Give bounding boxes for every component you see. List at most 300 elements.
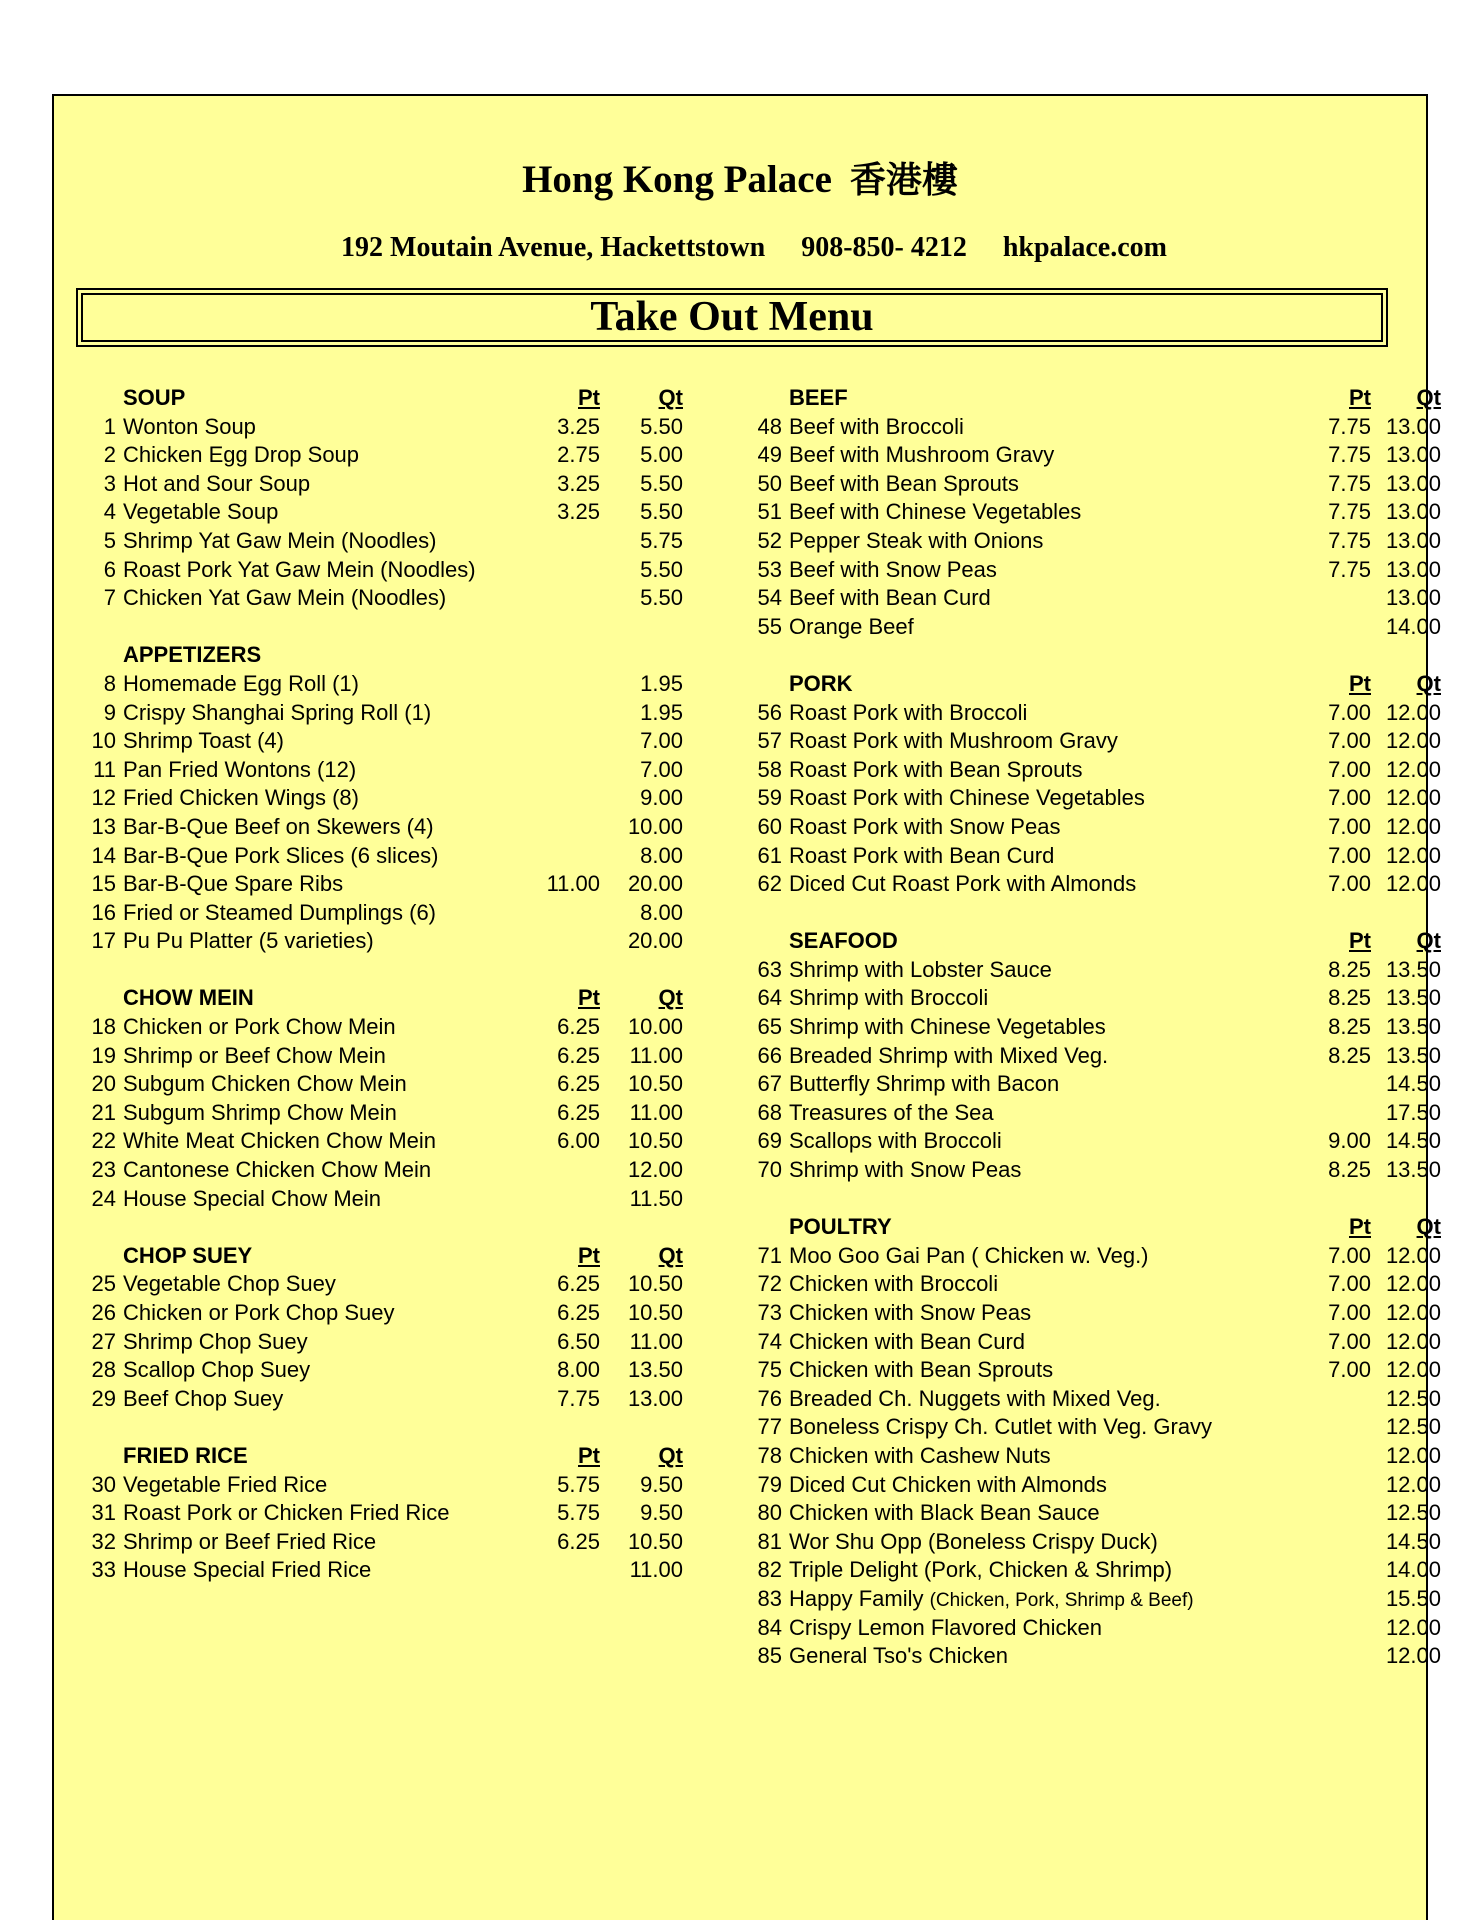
- menu-item: [746, 1356, 1441, 1385]
- menu-item: [80, 1356, 708, 1385]
- item-name-text: Roast Pork with Snow Peas: [789, 813, 1061, 839]
- item-name: [789, 1642, 1008, 1671]
- item-name-text: Vegetable Fried Rice: [123, 1471, 328, 1497]
- item-quart-price: 12.00: [1385, 1442, 1441, 1468]
- item-name: [123, 927, 374, 956]
- item-name: [123, 527, 436, 556]
- menu-item: [80, 1528, 708, 1557]
- item-pint-price: 7.00: [1328, 1242, 1371, 1268]
- item-pint-price: 8.25: [1328, 956, 1371, 982]
- item-name: [789, 842, 1054, 871]
- item-quart-price: 12.00: [1385, 1328, 1441, 1354]
- item-pint-price: 8.25: [1328, 1014, 1371, 1040]
- section-header: [746, 927, 1441, 956]
- item-name-text: Crispy Shanghai Spring Roll (1): [123, 699, 432, 725]
- section-gap: [746, 899, 1390, 928]
- item-number: 48: [757, 413, 782, 439]
- item-name-text: Diced Cut Chicken with Almonds: [789, 1471, 1107, 1497]
- item-number: 16: [91, 899, 116, 925]
- item-pint-price: 2.75: [557, 442, 600, 468]
- item-pint-price: 5.75: [557, 1471, 600, 1497]
- menu-item: [746, 1499, 1441, 1528]
- item-number: 31: [91, 1500, 116, 1526]
- menu-item: [746, 1013, 1441, 1042]
- item-quart-price: 13.50: [1385, 956, 1441, 982]
- item-quart-price: 15.50: [1385, 1585, 1441, 1611]
- section-header: [80, 641, 708, 670]
- item-pint-price: 3.25: [557, 470, 600, 496]
- item-name: [789, 584, 991, 613]
- menu-item: [80, 699, 708, 728]
- item-name: [789, 1499, 1100, 1528]
- menu-item: [80, 870, 708, 899]
- menu-item: [746, 1413, 1441, 1442]
- item-quart-price: 12.00: [1385, 842, 1441, 868]
- menu-item: [746, 1442, 1441, 1471]
- item-name-text: Chicken Yat Gaw Mein (Noodles): [123, 585, 447, 611]
- menu-item: [80, 1499, 708, 1528]
- item-number: 52: [757, 527, 782, 553]
- item-number: 28: [91, 1357, 116, 1383]
- item-number: 4: [103, 499, 116, 525]
- item-number: 9: [103, 699, 116, 725]
- item-name: [123, 1556, 371, 1585]
- item-name-text: Pu Pu Platter (5 varieties): [123, 928, 374, 954]
- menu-item: [80, 556, 708, 585]
- item-pint-price: 6.25: [557, 1300, 600, 1325]
- quart-column-header: Qt: [658, 1442, 683, 1468]
- item-name-text: Shrimp with Broccoli: [789, 985, 989, 1011]
- menu-item: [746, 1070, 1441, 1099]
- item-number: 83: [757, 1585, 782, 1611]
- item-quart-price: 12.00: [1385, 756, 1441, 782]
- menu-item: [80, 413, 708, 442]
- item-quart-price: 11.00: [629, 1557, 683, 1583]
- item-name: [789, 1356, 1053, 1385]
- item-quart-price: 11.00: [629, 1042, 683, 1068]
- item-name-text: Hot and Sour Soup: [123, 470, 311, 496]
- item-pint-price: 7.00: [1328, 1357, 1371, 1383]
- item-name-text: Subgum Chicken Chow Mein: [123, 1071, 407, 1097]
- menu-item: [80, 1270, 708, 1299]
- section-title: CHOP SUEY: [123, 1242, 253, 1268]
- item-name-text: Chicken with Bean Sprouts: [789, 1357, 1054, 1383]
- item-number: 29: [91, 1385, 116, 1411]
- item-quart-price: 12.00: [1385, 1271, 1441, 1297]
- item-pint-price: 7.00: [1328, 1300, 1371, 1325]
- section-header: [80, 984, 708, 1013]
- section-title: CHOW MEIN: [123, 985, 254, 1011]
- item-quart-price: 10.50: [627, 1300, 683, 1325]
- menu-item: [746, 1127, 1441, 1156]
- item-pint-price: 6.00: [557, 1128, 600, 1154]
- item-name: [789, 1270, 998, 1299]
- item-name-text: Fried or Steamed Dumplings (6): [123, 899, 437, 925]
- item-number: 64: [757, 985, 782, 1011]
- menu-item: [80, 1328, 708, 1357]
- section-header: [746, 670, 1441, 699]
- menu-item: [746, 1099, 1441, 1128]
- menu-item: [746, 470, 1441, 499]
- item-name-text: Shrimp Yat Gaw Mein (Noodles): [123, 527, 437, 553]
- item-quart-price: 12.00: [1385, 1242, 1441, 1268]
- item-pint-price: 7.00: [1328, 785, 1371, 811]
- contact-line: [54, 200, 1426, 296]
- item-number: 26: [91, 1300, 116, 1325]
- item-number: 7: [103, 585, 116, 611]
- item-pint-price: 3.25: [557, 499, 600, 525]
- item-name: [789, 1099, 994, 1128]
- item-quart-price: 10.50: [627, 1128, 683, 1154]
- item-quart-price: 11.00: [629, 1099, 683, 1125]
- item-name: [789, 1127, 1002, 1156]
- section-gap: [746, 641, 1390, 670]
- item-name-text: Happy Family: [789, 1585, 924, 1611]
- item-name: [123, 670, 359, 699]
- item-name-text: Shrimp with Lobster Sauce: [789, 956, 1052, 982]
- item-pint-price: 8.00: [557, 1357, 600, 1383]
- item-name: [789, 1528, 1158, 1557]
- restaurant-name: Hong Kong Palace: [522, 158, 832, 201]
- item-number: 1: [103, 413, 116, 439]
- item-name-text: Roast Pork or Chicken Fried Rice: [123, 1500, 450, 1526]
- item-number: 55: [757, 613, 782, 639]
- item-number: 32: [91, 1528, 116, 1554]
- item-number: 15: [91, 871, 116, 897]
- section-header: [746, 384, 1441, 413]
- menu-item: [80, 927, 708, 956]
- quart-column-header: Qt: [658, 985, 683, 1011]
- item-number: 70: [757, 1157, 782, 1183]
- menu-item: [746, 842, 1441, 871]
- item-number: 74: [757, 1328, 782, 1354]
- item-number: 2: [103, 442, 116, 468]
- item-quart-price: 13.00: [627, 1385, 683, 1411]
- item-quart-price: 12.00: [1385, 1300, 1441, 1325]
- item-pint-price: 6.25: [557, 1271, 600, 1297]
- restaurant-chinese-name: 香港樓: [849, 160, 958, 201]
- item-name-text: Beef with Snow Peas: [789, 556, 997, 582]
- item-quart-price: 12.50: [1385, 1385, 1441, 1411]
- item-name-text: Pepper Steak with Onions: [789, 527, 1044, 553]
- item-name-text: Butterfly Shrimp with Bacon: [789, 1071, 1060, 1097]
- item-quart-price: 12.00: [1385, 1357, 1441, 1383]
- item-name: [789, 1328, 1025, 1357]
- item-name: [789, 413, 964, 442]
- quart-column-header: Qt: [658, 385, 683, 410]
- item-quart-price: 13.50: [1385, 1014, 1441, 1040]
- item-name: [789, 1013, 1106, 1042]
- menu-item: [746, 1471, 1441, 1500]
- item-quart-price: 9.00: [640, 785, 683, 811]
- item-quart-price: 11.50: [629, 1185, 683, 1211]
- item-number: 67: [757, 1071, 782, 1097]
- item-number: 73: [757, 1300, 782, 1325]
- item-pint-price: 7.75: [1328, 556, 1371, 582]
- item-name-text: Shrimp with Snow Peas: [789, 1157, 1022, 1183]
- item-quart-price: 14.00: [1385, 613, 1441, 639]
- item-name-text: Chicken or Pork Chow Mein: [123, 1014, 396, 1040]
- menu-item: [746, 727, 1441, 756]
- item-name: [789, 1156, 1021, 1185]
- item-name-text: Bar-B-Que Beef on Skewers (4): [123, 813, 434, 839]
- item-name-text: Beef with Chinese Vegetables: [789, 499, 1082, 525]
- item-name-text: Shrimp Chop Suey: [123, 1328, 308, 1354]
- item-name: [123, 1099, 397, 1128]
- item-name: [123, 1471, 327, 1500]
- item-pint-price: 7.75: [1328, 442, 1371, 468]
- item-name-text: Homemade Egg Roll (1): [123, 670, 359, 696]
- item-name-text: Vegetable Soup: [123, 499, 279, 525]
- item-quart-price: 12.00: [1385, 871, 1441, 897]
- item-number: 10: [91, 728, 116, 754]
- section-title: PORK: [789, 670, 853, 696]
- item-quart-price: 12.00: [1385, 699, 1441, 725]
- item-pint-price: 7.75: [557, 1385, 600, 1411]
- item-number: 72: [757, 1271, 782, 1297]
- menu-item: [80, 1385, 708, 1414]
- item-name: [789, 870, 1136, 899]
- item-name: [123, 699, 431, 728]
- item-name-text: Shrimp or Beef Chow Mein: [123, 1042, 386, 1068]
- restaurant-title: [54, 152, 1426, 203]
- section-gap: [80, 613, 708, 642]
- item-pint-price: 6.25: [557, 1528, 600, 1554]
- item-name-text: White Meat Chicken Chow Mein: [123, 1128, 437, 1154]
- menu-item: [746, 1299, 1441, 1328]
- item-pint-price: 6.25: [557, 1099, 600, 1125]
- item-name-text: Beef with Mushroom Gravy: [789, 442, 1055, 468]
- menu-page: [52, 94, 1441, 1920]
- item-name-text: House Special Chow Mein: [123, 1185, 382, 1211]
- item-quart-price: 13.50: [627, 1357, 683, 1383]
- item-number: 49: [757, 442, 782, 468]
- item-quart-price: 10.50: [627, 1271, 683, 1297]
- item-name: [123, 441, 359, 470]
- item-pint-price: 8.25: [1328, 1042, 1371, 1068]
- item-name-text: Beef with Broccoli: [789, 413, 964, 439]
- item-quart-price: 13.50: [1385, 1157, 1441, 1183]
- item-pint-price: 5.75: [557, 1500, 600, 1526]
- item-name: [789, 527, 1043, 556]
- item-name-text: Roast Pork with Bean Curd: [789, 842, 1055, 868]
- quart-column-header: Qt: [1416, 670, 1441, 696]
- item-number: 11: [93, 756, 116, 782]
- menu-item: [80, 1156, 708, 1185]
- menu-item: [80, 527, 708, 556]
- item-name-text: Shrimp with Chinese Vegetables: [789, 1014, 1106, 1040]
- item-name: [123, 1185, 381, 1214]
- item-quart-price: 1.95: [640, 699, 683, 725]
- menu-item: [746, 1042, 1441, 1071]
- item-name: [123, 1528, 376, 1557]
- item-number: 14: [91, 842, 116, 868]
- item-pint-price: 7.75: [1328, 413, 1371, 439]
- menu-item: [80, 756, 708, 785]
- menu-item: [746, 784, 1441, 813]
- item-quart-price: 13.50: [1385, 985, 1441, 1011]
- item-name: [789, 1070, 1059, 1099]
- menu-item: [746, 613, 1441, 642]
- item-name-text: Treasures of the Sea: [789, 1099, 994, 1125]
- item-number: 82: [757, 1557, 782, 1583]
- pint-column-header: Pt: [578, 1242, 600, 1268]
- item-quart-price: 5.00: [640, 442, 683, 468]
- item-number: 84: [757, 1614, 782, 1640]
- item-name: [789, 699, 1027, 728]
- item-name-text: Orange Beef: [789, 613, 914, 639]
- address: 192 Moutain Avenue, Hackettstown: [341, 232, 766, 263]
- item-name: [789, 1471, 1107, 1500]
- item-name-text: Boneless Crispy Ch. Cutlet with Veg. Gravy: [789, 1414, 1213, 1440]
- item-name-text: Roast Pork Yat Gaw Mein (Noodles): [123, 556, 476, 582]
- pint-column-header: Pt: [1349, 670, 1371, 696]
- item-number: 81: [757, 1528, 782, 1554]
- item-quart-price: 12.00: [1385, 1643, 1441, 1669]
- item-pint-price: 7.00: [1328, 1271, 1371, 1297]
- item-name-text: Roast Pork with Mushroom Gravy: [789, 728, 1118, 754]
- item-quart-price: 10.00: [627, 813, 683, 839]
- item-name-text: Cantonese Chicken Chow Mein: [123, 1157, 432, 1183]
- item-number: 58: [757, 756, 782, 782]
- item-name-text: Chicken with Cashew Nuts: [789, 1442, 1051, 1468]
- item-name: [123, 1127, 436, 1156]
- item-number: 59: [757, 785, 782, 811]
- pint-column-header: Pt: [578, 385, 600, 410]
- item-number: 3: [103, 470, 116, 496]
- item-name: [123, 899, 436, 928]
- item-number: 13: [91, 813, 116, 839]
- item-quart-price: 12.00: [1385, 1614, 1441, 1640]
- item-name-text: Beef with Bean Curd: [789, 585, 991, 611]
- item-number: 19: [91, 1042, 116, 1068]
- item-number: 20: [91, 1071, 116, 1097]
- item-name-text: Moo Goo Gai Pan ( Chicken w. Veg.): [789, 1242, 1149, 1268]
- item-number: 57: [757, 728, 782, 754]
- section-title: FRIED RICE: [123, 1442, 248, 1468]
- item-name-text: Beef with Bean Sprouts: [789, 470, 1019, 496]
- item-number: 76: [757, 1385, 782, 1411]
- item-name-text: Chicken with Bean Curd: [789, 1328, 1026, 1354]
- menu-item: [746, 498, 1441, 527]
- item-quart-price: 12.00: [627, 1157, 683, 1183]
- item-number: 56: [757, 699, 782, 725]
- item-name-text: Chicken or Pork Chop Suey: [123, 1300, 395, 1325]
- item-name: [123, 1156, 431, 1185]
- item-quart-price: 14.50: [1385, 1528, 1441, 1554]
- item-name: [123, 584, 446, 613]
- menu-item: [746, 699, 1441, 728]
- item-pint-price: 7.00: [1328, 699, 1371, 725]
- section-title: APPETIZERS: [123, 642, 262, 668]
- item-quart-price: 13.00: [1385, 442, 1441, 468]
- item-name: [123, 1270, 336, 1299]
- menu-item: [80, 1556, 708, 1585]
- menu-item: [746, 413, 1441, 442]
- item-name-text: Scallop Chop Suey: [123, 1357, 311, 1383]
- item-name: [123, 1299, 394, 1328]
- item-number: 60: [757, 813, 782, 839]
- item-name-text: Roast Pork with Broccoli: [789, 699, 1028, 725]
- section-title: SOUP: [123, 385, 186, 410]
- item-number: 69: [757, 1128, 782, 1154]
- item-name-detail: (Chicken, Pork, Shrimp & Beef): [929, 1589, 1194, 1611]
- item-quart-price: 11.00: [629, 1328, 683, 1354]
- menu-item: [746, 527, 1441, 556]
- item-pint-price: 7.75: [1328, 527, 1371, 553]
- item-number: 50: [757, 470, 782, 496]
- item-name-text: Chicken Egg Drop Soup: [123, 442, 360, 468]
- menu-item: [80, 441, 708, 470]
- menu-item: [746, 1328, 1441, 1357]
- item-name: [789, 813, 1060, 842]
- menu-item: [746, 441, 1441, 470]
- item-name-text: Shrimp Toast (4): [123, 728, 284, 754]
- menu-item: [80, 670, 708, 699]
- item-number: 27: [91, 1328, 116, 1354]
- item-name: [123, 813, 434, 842]
- website: hkpalace.com: [1002, 232, 1167, 263]
- item-quart-price: 5.50: [640, 413, 683, 439]
- item-quart-price: 20.00: [627, 871, 683, 897]
- item-number: 65: [757, 1014, 782, 1040]
- item-quart-price: 5.50: [640, 556, 683, 582]
- item-quart-price: 13.00: [1385, 499, 1441, 525]
- item-name-text: Beef Chop Suey: [123, 1385, 284, 1411]
- item-name: [789, 613, 914, 642]
- menu-item: [746, 756, 1441, 785]
- menu-item: [746, 1528, 1441, 1557]
- item-quart-price: 10.50: [627, 1071, 683, 1097]
- item-number: 18: [91, 1014, 116, 1040]
- right-column: [746, 384, 1441, 1671]
- item-quart-price: 14.00: [1385, 1557, 1441, 1583]
- item-quart-price: 5.50: [640, 499, 683, 525]
- item-quart-price: 10.00: [627, 1014, 683, 1040]
- item-name: [123, 1385, 283, 1414]
- item-quart-price: 14.50: [1385, 1071, 1441, 1097]
- item-quart-price: 7.00: [640, 756, 683, 782]
- item-quart-price: 13.00: [1385, 527, 1441, 553]
- item-pint-price: 8.25: [1328, 1157, 1371, 1183]
- menu-item: [746, 584, 1441, 613]
- item-number: 85: [757, 1643, 782, 1669]
- item-name: [789, 727, 1118, 756]
- item-pint-price: 7.75: [1328, 499, 1371, 525]
- item-name: [123, 756, 356, 785]
- item-number: 68: [757, 1099, 782, 1125]
- menu-item: [80, 842, 708, 871]
- item-number: 51: [757, 499, 782, 525]
- menu-item: [746, 1642, 1441, 1671]
- item-number: 80: [757, 1500, 782, 1526]
- pint-column-header: Pt: [1349, 385, 1371, 410]
- item-name-text: Wonton Soup: [123, 413, 256, 439]
- item-name: [789, 956, 1052, 985]
- item-name: [789, 1413, 1212, 1442]
- item-quart-price: 14.50: [1385, 1128, 1441, 1154]
- item-name-text: Chicken with Snow Peas: [789, 1300, 1032, 1325]
- item-quart-price: 12.00: [1385, 785, 1441, 811]
- quart-column-header: Qt: [1416, 1214, 1441, 1240]
- item-name: [789, 784, 1145, 813]
- item-name: [123, 727, 284, 756]
- item-name: [123, 1499, 449, 1528]
- item-number: 22: [91, 1128, 116, 1154]
- item-name: [789, 1242, 1149, 1271]
- item-name-text: Scallops with Broccoli: [789, 1128, 1002, 1154]
- menu-item: [80, 813, 708, 842]
